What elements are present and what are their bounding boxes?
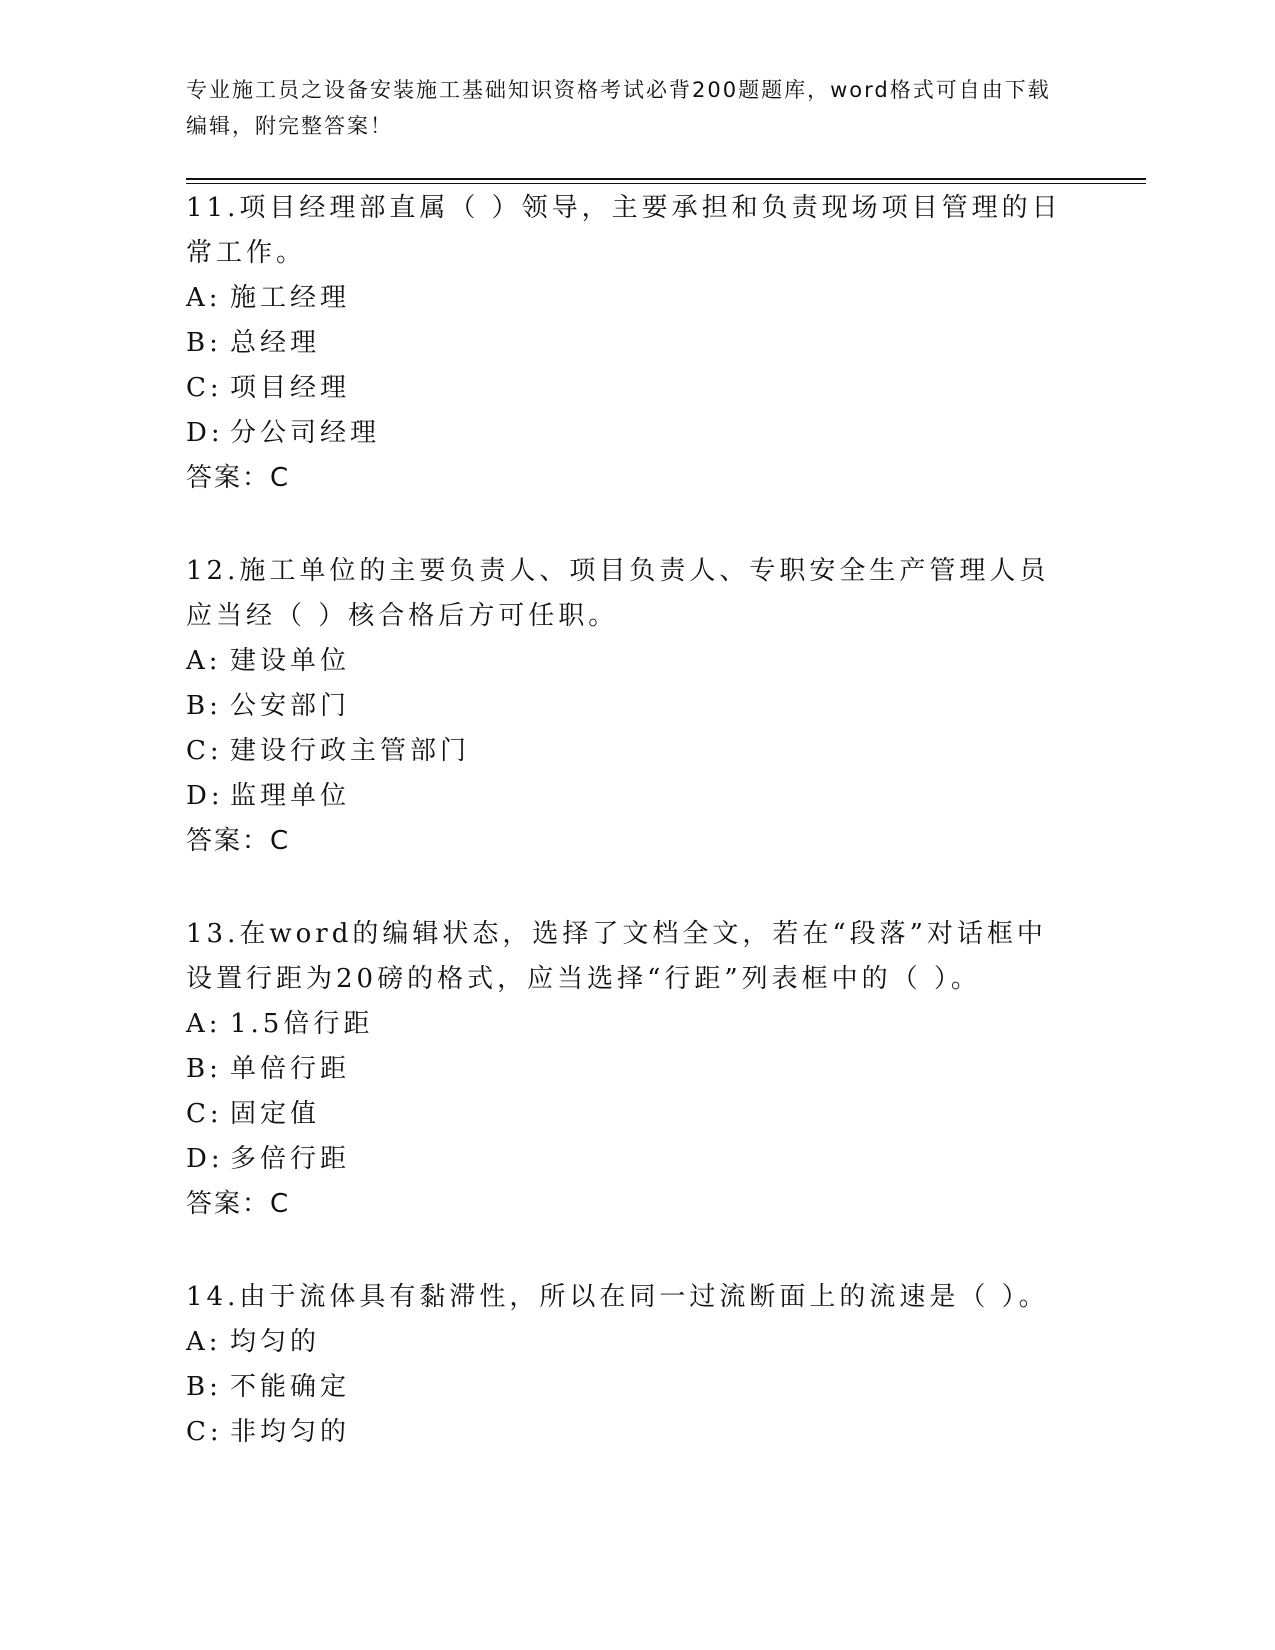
- option-text: 公安部门: [230, 691, 351, 721]
- option-d: [186, 774, 1066, 819]
- option-key: A:: [186, 1009, 222, 1039]
- answer-line: 答案：C: [186, 826, 291, 856]
- option-c: [186, 366, 1066, 411]
- option-d: [186, 411, 1066, 456]
- option-text: 施工经理: [230, 283, 351, 313]
- option-b: [186, 1365, 1066, 1410]
- option-c: [186, 729, 1066, 774]
- answer-line: 答案：C: [186, 463, 291, 493]
- question-text: 由于流体具有黏滞性，所以在同一过流断面上的流速是（ ）。: [239, 1282, 1049, 1312]
- option-key: D:: [186, 781, 224, 811]
- question-item: [186, 1275, 1066, 1455]
- option-a: [186, 276, 1066, 321]
- option-text: 总经理: [230, 328, 321, 358]
- option-text: 非均匀的: [230, 1417, 351, 1447]
- option-text: 1.5倍行距: [230, 1009, 374, 1039]
- option-text: 监理单位: [230, 781, 351, 811]
- option-a: [186, 639, 1066, 684]
- option-c: [186, 1092, 1066, 1137]
- option-key: A:: [186, 646, 222, 676]
- question-text: 项目经理部直属（ ）领导，主要承担和负责现场项目管理的日常工作。: [186, 193, 1062, 268]
- question-stem: [186, 549, 1066, 639]
- question-item: [186, 549, 1066, 864]
- option-key: B:: [186, 1372, 222, 1402]
- question-number: 11.: [186, 193, 240, 223]
- option-b: [186, 1047, 1066, 1092]
- option-c: [186, 1410, 1066, 1455]
- option-key: D:: [186, 1144, 224, 1174]
- option-a: [186, 1002, 1066, 1047]
- option-key: C:: [186, 736, 223, 766]
- document-header: [186, 72, 1066, 144]
- option-d: [186, 1137, 1066, 1182]
- option-text: 固定值: [230, 1099, 321, 1129]
- option-key: B:: [186, 691, 222, 721]
- question-stem: [186, 1275, 1066, 1320]
- option-key: A:: [186, 1327, 222, 1357]
- question-text: 在word的编辑状态，选择了文档全文，若在“段落”对话框中设置行距为20磅的格式，应当选择“行距”列表框中的（ ）。: [186, 919, 1047, 994]
- question-number: 13.: [186, 919, 240, 949]
- question-item: [186, 912, 1066, 1227]
- option-text: 建设单位: [230, 646, 351, 676]
- question-number: 14.: [186, 1282, 240, 1312]
- option-text: 多倍行距: [230, 1144, 351, 1174]
- option-text: 建设行政主管部门: [230, 736, 471, 766]
- answer-line: 答案：C: [186, 1189, 291, 1219]
- option-key: C:: [186, 1099, 223, 1129]
- option-key: D:: [186, 418, 224, 448]
- option-key: A:: [186, 283, 222, 313]
- option-b: [186, 684, 1066, 729]
- header-divider: [186, 178, 1146, 184]
- option-a: [186, 1320, 1066, 1365]
- option-text: 单倍行距: [230, 1054, 351, 1084]
- option-text: 不能确定: [230, 1372, 351, 1402]
- option-text: 分公司经理: [230, 418, 381, 448]
- question-number: 12.: [186, 556, 240, 586]
- option-key: B:: [186, 328, 222, 358]
- header-title: 专业施工员之设备安装施工基础知识资格考试必背200题题库，word格式可自由下载编辑，附完整答案！: [186, 78, 1051, 138]
- option-key: C:: [186, 373, 223, 403]
- option-text: 项目经理: [230, 373, 351, 403]
- option-key: B:: [186, 1054, 222, 1084]
- question-text: 施工单位的主要负责人、项目负责人、专职安全生产管理人员应当经（ ）核合格后方可任职。: [186, 556, 1050, 631]
- option-b: [186, 321, 1066, 366]
- question-item: [186, 186, 1066, 501]
- option-key: C:: [186, 1417, 223, 1447]
- question-stem: [186, 186, 1066, 276]
- question-stem: [186, 912, 1066, 1002]
- option-text: 均匀的: [230, 1327, 321, 1357]
